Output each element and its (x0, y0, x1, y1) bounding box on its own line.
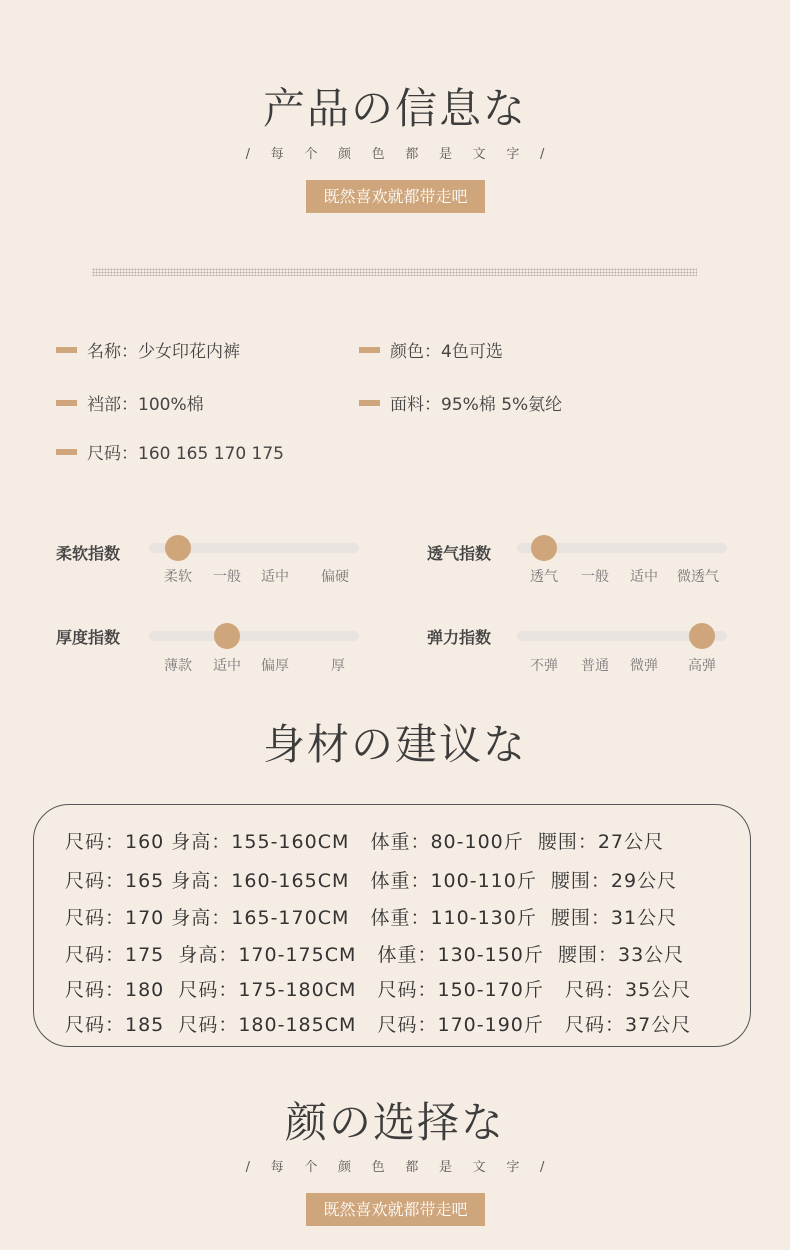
index-tick: 柔软 (164, 569, 192, 585)
section-subtitle: / 每 个 颜 色 都 是 文 字 / (245, 1160, 545, 1175)
bullet-bar-icon (359, 347, 380, 353)
size-row: 尺码：165 身高：160-165CM 体重：100-110斤 腰围：29公尺 (65, 870, 678, 892)
section-subtitle: / 每 个 颜 色 都 是 文 字 / (245, 147, 545, 162)
info-size-text: 尺码：160 165 170 175 (87, 444, 285, 464)
index-tick: 薄款 (164, 658, 192, 674)
size-row: 尺码：180 尺码：175-180CM 尺码：150-170斤 尺码：35公尺 (65, 979, 692, 1001)
bullet-bar-icon (56, 449, 77, 455)
index-knob (214, 623, 240, 649)
tagline-badge: 既然喜欢就都带走吧 (306, 1193, 485, 1226)
index-knob (165, 535, 191, 561)
index-tick: 偏厚 (261, 658, 289, 674)
index-label: 柔软指数 (56, 544, 121, 563)
dotted-divider (92, 268, 697, 276)
index-tick: 普通 (581, 658, 609, 674)
size-row: 尺码：175 身高：170-175CM 体重：130-150斤 腰围：33公尺 (65, 944, 685, 966)
tagline-badge: 既然喜欢就都带走吧 (306, 180, 485, 213)
index-label: 弹力指数 (427, 628, 492, 647)
info-color (359, 337, 503, 362)
index-tick: 不弹 (530, 658, 558, 674)
info-name (56, 337, 240, 362)
index-tick: 高弹 (688, 658, 716, 674)
bullet-bar-icon (56, 347, 77, 353)
info-crotch-text: 裆部：100%棉 (87, 395, 204, 415)
section-title-product-info: 产品の信息な (262, 84, 527, 133)
size-row: 尺码：160 身高：155-160CM 体重：80-100斤 腰围：27公尺 (65, 831, 665, 853)
index-tick: 透气 (530, 569, 558, 585)
index-tick: 适中 (630, 569, 658, 585)
info-color-text: 颜色：4色可选 (390, 342, 503, 362)
index-label: 透气指数 (427, 544, 492, 563)
info-crotch (56, 390, 204, 415)
info-fabric (359, 390, 562, 415)
section-title-color-choice: 颜の选择な (284, 1098, 505, 1147)
index-tick: 微弹 (630, 658, 658, 674)
info-size (56, 439, 284, 464)
index-label: 厚度指数 (56, 628, 121, 647)
index-tick: 微透气 (677, 569, 719, 585)
size-row: 尺码：185 尺码：180-185CM 尺码：170-190斤 尺码：37公尺 (65, 1014, 692, 1036)
index-knob (531, 535, 557, 561)
index-tick: 偏硬 (321, 569, 349, 585)
bullet-bar-icon (56, 400, 77, 406)
index-track (149, 631, 359, 641)
size-row: 尺码：170 身高：165-170CM 体重：110-130斤 腰围：31公尺 (65, 907, 678, 929)
index-tick: 适中 (261, 569, 289, 585)
bullet-bar-icon (359, 400, 380, 406)
index-tick: 一般 (213, 569, 241, 585)
info-fabric-text: 面料：95%棉 5%氨纶 (390, 395, 563, 415)
section-title-body-advice: 身材の建议な (262, 720, 527, 769)
index-tick: 一般 (581, 569, 609, 585)
index-knob (689, 623, 715, 649)
info-name-text: 名称：少女印花内裤 (87, 342, 240, 362)
index-tick: 厚 (331, 658, 345, 674)
index-tick: 适中 (213, 658, 241, 674)
